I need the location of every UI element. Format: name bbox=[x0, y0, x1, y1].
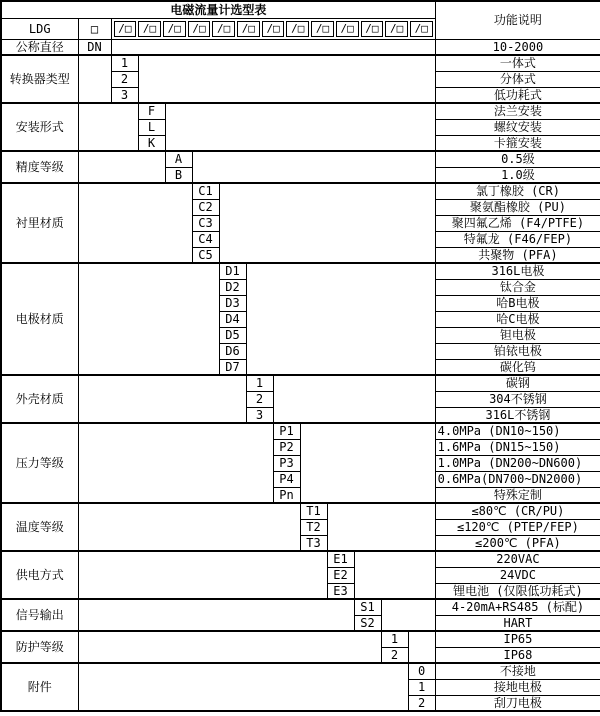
option-desc: 不接地 bbox=[435, 663, 600, 679]
code-slot: /□ bbox=[163, 21, 186, 37]
option-code: 1 bbox=[408, 679, 435, 695]
spacer-cell bbox=[78, 503, 300, 551]
option-code: 3 bbox=[111, 87, 138, 103]
option-code: P2 bbox=[273, 439, 300, 455]
option-code: D6 bbox=[219, 343, 246, 359]
option-desc: 10-2000 bbox=[435, 39, 600, 55]
option-code: 1 bbox=[381, 631, 408, 647]
option-code: D3 bbox=[219, 295, 246, 311]
code-slot: /□ bbox=[138, 21, 161, 37]
option-code: D7 bbox=[219, 359, 246, 375]
option-desc: 接地电极 bbox=[435, 679, 600, 695]
option-desc: ≤120℃ (PTEP/FEP) bbox=[435, 519, 600, 535]
option-desc: 304不锈钢 bbox=[435, 391, 600, 407]
option-desc: 一体式 bbox=[435, 55, 600, 71]
option-desc: 1.0MPa (DN200~DN600) bbox=[435, 455, 600, 471]
option-code: Pn bbox=[273, 487, 300, 503]
model-prefix: LDG bbox=[1, 18, 78, 39]
option-desc: 螺纹安装 bbox=[435, 119, 600, 135]
code-slot: /□ bbox=[237, 21, 260, 37]
group-label: 电极材质 bbox=[1, 263, 78, 375]
title-row bbox=[1, 1, 600, 18]
spacer-cell bbox=[111, 39, 435, 55]
option-desc: 0.6MPa(DN700~DN2000) bbox=[435, 471, 600, 487]
option-code: P1 bbox=[273, 423, 300, 439]
spacer-cell bbox=[78, 631, 381, 663]
spacer-cell bbox=[78, 599, 354, 631]
option-code: 2 bbox=[381, 647, 408, 663]
option-code: E3 bbox=[327, 583, 354, 599]
group-label: 防护等级 bbox=[1, 631, 78, 663]
code-slots-cell bbox=[111, 18, 435, 39]
code-slot: /□ bbox=[311, 21, 334, 37]
option-code: 3 bbox=[246, 407, 273, 423]
option-desc: 4.0MPa (DN10~150) bbox=[435, 423, 600, 439]
option-desc: 220VAC bbox=[435, 551, 600, 567]
option-code: 1 bbox=[111, 55, 138, 71]
code-slot-strip bbox=[112, 20, 435, 38]
code-slot: /□ bbox=[385, 21, 408, 37]
option-desc: 共聚物 (PFA) bbox=[435, 247, 600, 263]
function-column-header: 功能说明 bbox=[435, 1, 600, 39]
option-row bbox=[1, 375, 600, 391]
spacer-cell bbox=[78, 663, 408, 711]
option-desc: 钽电极 bbox=[435, 327, 600, 343]
code-slot: /□ bbox=[114, 21, 137, 37]
group-label: 转换器类型 bbox=[1, 55, 78, 103]
group-label: 安装形式 bbox=[1, 103, 78, 151]
option-row bbox=[1, 503, 600, 519]
group-label: 外壳材质 bbox=[1, 375, 78, 423]
option-row bbox=[1, 663, 600, 679]
group-label: 衬里材质 bbox=[1, 183, 78, 263]
option-desc: 分体式 bbox=[435, 71, 600, 87]
option-desc: 卡箍安装 bbox=[435, 135, 600, 151]
code-slot: /□ bbox=[336, 21, 359, 37]
option-code: A bbox=[165, 151, 192, 167]
option-desc: 316L不锈钢 bbox=[435, 407, 600, 423]
option-code: F bbox=[138, 103, 165, 119]
option-code: T2 bbox=[300, 519, 327, 535]
option-row bbox=[1, 631, 600, 647]
option-desc: 低功耗式 bbox=[435, 87, 600, 103]
code-slot: /□ bbox=[212, 21, 235, 37]
option-row bbox=[1, 39, 600, 55]
option-code: S1 bbox=[354, 599, 381, 615]
option-code: C2 bbox=[192, 199, 219, 215]
page-title: 电磁流量计选型表 bbox=[1, 1, 435, 18]
option-code: K bbox=[138, 135, 165, 151]
option-desc: 氯丁橡胶 (CR) bbox=[435, 183, 600, 199]
spacer-cell bbox=[78, 551, 327, 599]
option-desc: ≤200℃ (PFA) bbox=[435, 535, 600, 551]
option-desc: ≤80℃ (CR/PU) bbox=[435, 503, 600, 519]
option-desc: 1.6MPa (DN15~150) bbox=[435, 439, 600, 455]
group-label: 附件 bbox=[1, 663, 78, 711]
option-code: DN bbox=[78, 39, 111, 55]
option-desc: 碳钢 bbox=[435, 375, 600, 391]
option-desc: 钛合金 bbox=[435, 279, 600, 295]
model-checkbox: □ bbox=[78, 18, 111, 39]
option-code: E2 bbox=[327, 567, 354, 583]
option-code: L bbox=[138, 119, 165, 135]
option-code: D2 bbox=[219, 279, 246, 295]
code-slot: /□ bbox=[410, 21, 433, 37]
spacer-cell bbox=[78, 183, 192, 263]
spacer-cell bbox=[78, 103, 138, 151]
option-desc: 刮刀电极 bbox=[435, 695, 600, 711]
group-label: 压力等级 bbox=[1, 423, 78, 503]
option-desc: 法兰安装 bbox=[435, 103, 600, 119]
option-row bbox=[1, 103, 600, 119]
spacer-cell bbox=[300, 423, 435, 503]
spacer-cell bbox=[354, 551, 435, 599]
option-desc: 聚四氟乙烯 (F4/PTFE) bbox=[435, 215, 600, 231]
option-row bbox=[1, 55, 600, 71]
spacer-cell bbox=[273, 375, 435, 423]
spacer-cell bbox=[78, 375, 246, 423]
option-code: T3 bbox=[300, 535, 327, 551]
option-desc: 聚氨酯橡胶 (PU) bbox=[435, 199, 600, 215]
option-row bbox=[1, 551, 600, 567]
option-desc: 特殊定制 bbox=[435, 487, 600, 503]
option-desc: 锂电池 (仅限低功耗式) bbox=[435, 583, 600, 599]
option-code: D5 bbox=[219, 327, 246, 343]
group-label: 供电方式 bbox=[1, 551, 78, 599]
option-desc: IP65 bbox=[435, 631, 600, 647]
code-slot: /□ bbox=[286, 21, 309, 37]
option-code: 1 bbox=[246, 375, 273, 391]
option-code: E1 bbox=[327, 551, 354, 567]
spacer-cell bbox=[219, 183, 435, 263]
option-code: D4 bbox=[219, 311, 246, 327]
spacer-cell bbox=[78, 55, 111, 103]
option-desc: 哈C电极 bbox=[435, 311, 600, 327]
option-desc: 1.0级 bbox=[435, 167, 600, 183]
option-desc: 碳化钨 bbox=[435, 359, 600, 375]
option-code: 2 bbox=[246, 391, 273, 407]
option-code: C3 bbox=[192, 215, 219, 231]
spacer-cell bbox=[165, 103, 435, 151]
option-desc: IP68 bbox=[435, 647, 600, 663]
option-row bbox=[1, 183, 600, 199]
group-label: 精度等级 bbox=[1, 151, 78, 183]
option-code: C1 bbox=[192, 183, 219, 199]
option-desc: 24VDC bbox=[435, 567, 600, 583]
option-code: 2 bbox=[408, 695, 435, 711]
option-row bbox=[1, 423, 600, 439]
option-desc: HART bbox=[435, 615, 600, 631]
code-slot: /□ bbox=[188, 21, 211, 37]
spacer-cell bbox=[192, 151, 435, 183]
option-code: S2 bbox=[354, 615, 381, 631]
option-code: 2 bbox=[111, 71, 138, 87]
option-desc: 哈B电极 bbox=[435, 295, 600, 311]
option-row bbox=[1, 263, 600, 279]
option-row bbox=[1, 151, 600, 167]
option-code: C4 bbox=[192, 231, 219, 247]
option-desc: 316L电极 bbox=[435, 263, 600, 279]
option-code: 0 bbox=[408, 663, 435, 679]
group-label: 信号输出 bbox=[1, 599, 78, 631]
spacer-cell bbox=[78, 423, 273, 503]
option-code: P3 bbox=[273, 455, 300, 471]
option-code: B bbox=[165, 167, 192, 183]
option-code: D1 bbox=[219, 263, 246, 279]
option-desc: 4-20mA+RS485 (标配) bbox=[435, 599, 600, 615]
group-label: 公称直径 bbox=[1, 39, 78, 55]
code-slot: /□ bbox=[262, 21, 285, 37]
option-code: C5 bbox=[192, 247, 219, 263]
code-slot: /□ bbox=[361, 21, 384, 37]
option-code: T1 bbox=[300, 503, 327, 519]
spacer-cell bbox=[408, 631, 435, 663]
spacer-cell bbox=[78, 151, 165, 183]
spacer-cell bbox=[381, 599, 435, 631]
spacer-cell bbox=[327, 503, 435, 551]
option-row bbox=[1, 599, 600, 615]
spacer-cell bbox=[78, 263, 219, 375]
spacer-cell bbox=[246, 263, 435, 375]
option-desc: 特氟龙 (F46/FEP) bbox=[435, 231, 600, 247]
option-desc: 0.5级 bbox=[435, 151, 600, 167]
option-code: P4 bbox=[273, 471, 300, 487]
group-label: 温度等级 bbox=[1, 503, 78, 551]
spacer-cell bbox=[138, 55, 435, 103]
option-desc: 铂铱电极 bbox=[435, 343, 600, 359]
